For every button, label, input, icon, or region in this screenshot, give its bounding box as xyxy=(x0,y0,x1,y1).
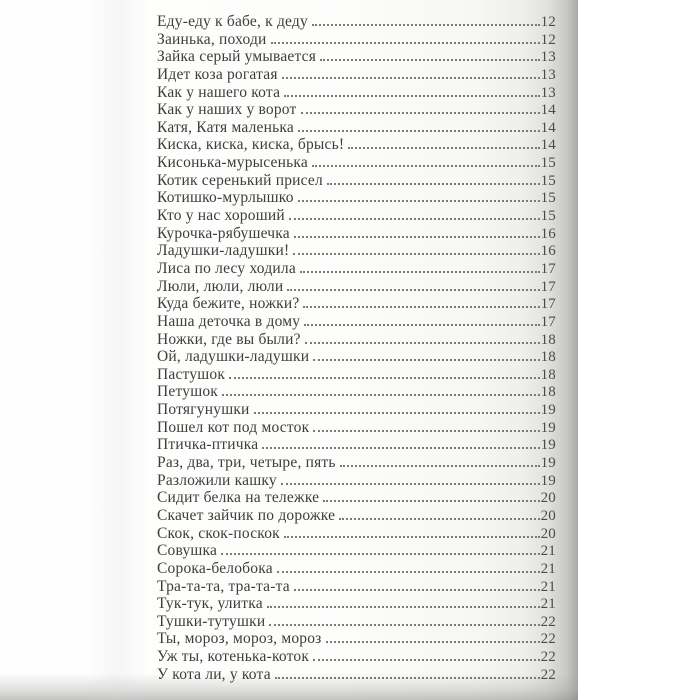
toc-entry-page-number: 13 xyxy=(540,49,556,66)
toc-entry-page-number: 19 xyxy=(540,419,556,436)
toc-entry-title: Лиса по лесу ходила xyxy=(157,259,296,277)
toc-entry-page-number: 15 xyxy=(540,155,556,172)
toc-row xyxy=(157,154,556,172)
toc-row xyxy=(157,472,556,490)
toc-leader-dots xyxy=(294,236,540,238)
toc-entry-page-number: 20 xyxy=(540,507,556,524)
toc-leader-dots xyxy=(323,500,539,502)
toc-row xyxy=(157,666,556,684)
toc-entry-page-number: 20 xyxy=(540,490,556,507)
toc-leader-dots xyxy=(313,659,539,661)
toc-leader-dots xyxy=(271,42,540,44)
toc-leader-dots xyxy=(282,77,540,79)
toc-row xyxy=(157,578,556,596)
toc-entry-page-number: 15 xyxy=(540,172,556,189)
toc-leader-dots xyxy=(267,606,540,608)
toc-entry-title: Скок, скок-поскок xyxy=(157,524,280,542)
toc-entry-page-number: 22 xyxy=(540,613,556,630)
toc-leader-dots xyxy=(222,394,540,396)
toc-entry-page-number: 22 xyxy=(540,666,556,683)
toc-entry-page-number: 17 xyxy=(540,260,556,277)
toc-row xyxy=(157,278,556,296)
toc-entry-title: Уж ты, котенька-коток xyxy=(157,648,310,666)
toc-leader-dots xyxy=(301,112,540,114)
toc-list xyxy=(157,13,556,683)
toc-row xyxy=(157,436,556,454)
toc-leader-dots xyxy=(293,253,539,255)
toc-entry-title: Заинька, походи xyxy=(157,30,267,48)
toc-row xyxy=(157,84,556,102)
toc-leader-dots xyxy=(284,95,539,97)
toc-entry-title: Петушок xyxy=(157,383,219,401)
toc-leader-dots xyxy=(269,624,539,626)
toc-entry-page-number: 18 xyxy=(540,384,556,401)
toc-entry-page-number: 17 xyxy=(540,313,556,330)
toc-entry-page-number: 14 xyxy=(540,119,556,136)
toc-entry-page-number: 21 xyxy=(540,578,556,595)
toc-entry-title: Сидит белка на тележке xyxy=(157,489,320,507)
toc-entry-page-number: 16 xyxy=(540,225,556,242)
toc-entry-title: Люли, люли, люли xyxy=(157,277,284,295)
toc-entry-title: Котик серенький присел xyxy=(157,171,323,189)
toc-leader-dots xyxy=(304,324,539,326)
toc-row xyxy=(157,383,556,401)
toc-leader-dots xyxy=(277,571,540,573)
toc-leader-dots xyxy=(298,200,540,202)
toc-row xyxy=(157,630,556,648)
toc-entry-title: Ножки, где вы были? xyxy=(157,330,301,348)
toc-entry-title: Разложили кашку xyxy=(157,471,277,489)
toc-entry-title: Катя, Катя маленька xyxy=(157,118,294,136)
toc-row xyxy=(157,331,556,349)
toc-leader-dots xyxy=(313,359,539,361)
toc-entry-page-number: 15 xyxy=(540,190,556,207)
toc-row xyxy=(157,419,556,437)
toc-leader-dots xyxy=(289,218,540,220)
toc-entry-title: У кота ли, у кота xyxy=(157,665,271,683)
toc-entry-page-number: 17 xyxy=(540,278,556,295)
toc-entry-title: Тушки-тутушки xyxy=(157,612,266,630)
toc-entry-page-number: 16 xyxy=(540,243,556,260)
toc-leader-dots xyxy=(294,589,540,591)
toc-leader-dots xyxy=(320,59,540,61)
toc-entry-title: Идет коза рогатая xyxy=(157,65,278,83)
toc-leader-dots xyxy=(303,306,539,308)
toc-row xyxy=(157,507,556,525)
toc-entry-title: Наша деточка в дому xyxy=(157,312,301,330)
toc-leader-dots xyxy=(221,553,539,555)
toc-entry-page-number: 22 xyxy=(540,631,556,648)
toc-entry-page-number: 19 xyxy=(540,437,556,454)
toc-row xyxy=(157,66,556,84)
toc-row xyxy=(157,489,556,507)
toc-entry-title: Котишко-мурлышко xyxy=(157,189,294,207)
toc-row xyxy=(157,31,556,49)
toc-entry-page-number: 12 xyxy=(540,14,556,30)
toc-entry-title: Кто у нас хороший xyxy=(157,207,285,225)
toc-row xyxy=(157,136,556,154)
toc-leader-dots xyxy=(229,377,540,379)
toc-entry-title: Раз, два, три, четыре, пять xyxy=(157,454,336,472)
toc-entry-page-number: 21 xyxy=(540,560,556,577)
toc-leader-dots xyxy=(287,289,539,291)
toc-row xyxy=(157,525,556,543)
toc-row xyxy=(157,295,556,313)
toc-leader-dots xyxy=(275,677,540,679)
toc-row xyxy=(157,207,556,225)
toc-leader-dots xyxy=(313,430,539,432)
toc-row xyxy=(157,13,556,31)
toc-entry-title: Ладушки-ладушки! xyxy=(157,242,290,260)
toc-entry-title: Сорока-белобока xyxy=(157,559,273,577)
toc-leader-dots xyxy=(254,412,540,414)
toc-entry-title: Тук-тук, улитка xyxy=(157,595,263,613)
toc-entry-title: Зайка серый умывается xyxy=(157,48,317,66)
toc-row xyxy=(157,348,556,366)
toc-row xyxy=(157,101,556,119)
toc-entry-page-number: 19 xyxy=(540,402,556,419)
toc-leader-dots xyxy=(262,447,539,449)
toc-entry-page-number: 18 xyxy=(540,366,556,383)
toc-row xyxy=(157,560,556,578)
toc-leader-dots xyxy=(327,183,540,185)
toc-entry-title: Пастушок xyxy=(157,365,226,383)
toc-row xyxy=(157,242,556,260)
toc-row xyxy=(157,189,556,207)
toc-leader-dots xyxy=(339,518,539,520)
toc-row xyxy=(157,119,556,137)
toc-entry-title: Кисонька-мурысенька xyxy=(157,154,308,172)
toc-entry-page-number: 21 xyxy=(540,596,556,613)
toc-entry-title: Еду-еду к бабе, к деду xyxy=(157,13,308,30)
toc-entry-title: Пошел кот под мосток xyxy=(157,418,310,436)
toc-entry-title: Как у наших у ворот xyxy=(157,101,297,119)
toc-leader-dots xyxy=(312,165,540,167)
toc-entry-page-number: 18 xyxy=(540,349,556,366)
toc-leader-dots xyxy=(312,24,540,26)
toc-leader-dots xyxy=(305,342,540,344)
toc-entry-title: Курочка-рябушечка xyxy=(157,224,290,242)
toc-leader-dots xyxy=(281,483,540,485)
toc-entry-title: Потягунушки xyxy=(157,401,250,419)
toc-entry-title: Скачет зайчик по дорожке xyxy=(157,506,336,524)
toc-entry-title: Тра-та-та, тра-та-та xyxy=(157,577,290,595)
toc-row xyxy=(157,172,556,190)
toc-row xyxy=(157,542,556,560)
toc-entry-title: Ты, мороз, мороз, мороз xyxy=(157,630,322,648)
toc-row xyxy=(157,595,556,613)
toc-leader-dots xyxy=(348,147,539,149)
toc-entry-page-number: 19 xyxy=(540,472,556,489)
toc-entry-title: Киска, киска, киска, брысь! xyxy=(157,136,345,154)
toc-entry-title: Куда бежите, ножки? xyxy=(157,295,300,313)
toc-entry-page-number: 21 xyxy=(540,543,556,560)
toc-entry-page-number: 14 xyxy=(540,137,556,154)
toc-row xyxy=(157,48,556,66)
page-gutter-shadow xyxy=(88,0,148,700)
toc-entry-title: Как у нашего кота xyxy=(157,83,281,101)
toc-entry-page-number: 13 xyxy=(540,66,556,83)
toc-leader-dots xyxy=(284,536,540,538)
toc-leader-dots xyxy=(298,130,540,132)
toc-entry-page-number: 19 xyxy=(540,455,556,472)
toc-entry-page-number: 14 xyxy=(540,102,556,119)
toc-row xyxy=(157,613,556,631)
toc-entry-page-number: 17 xyxy=(540,296,556,313)
toc-entry-page-number: 15 xyxy=(540,208,556,225)
toc-entry-title: Ой, ладушки-ладушки xyxy=(157,348,310,366)
toc-row xyxy=(157,225,556,243)
toc-entry-page-number: 18 xyxy=(540,331,556,348)
toc-entry-page-number: 13 xyxy=(540,84,556,101)
toc-entry-title: Птичка-птичка xyxy=(157,436,259,454)
toc-leader-dots xyxy=(340,465,540,467)
toc-entry-page-number: 22 xyxy=(540,649,556,666)
toc-leader-dots xyxy=(300,271,540,273)
toc-row xyxy=(157,366,556,384)
toc-leader-dots xyxy=(326,641,540,643)
toc-entry-page-number: 20 xyxy=(540,525,556,542)
toc-row xyxy=(157,260,556,278)
toc-row xyxy=(157,313,556,331)
toc-row xyxy=(157,454,556,472)
toc-row xyxy=(157,401,556,419)
toc-row xyxy=(157,648,556,666)
toc-entry-page-number: 12 xyxy=(540,31,556,48)
toc-entry-title: Совушка xyxy=(157,542,218,560)
